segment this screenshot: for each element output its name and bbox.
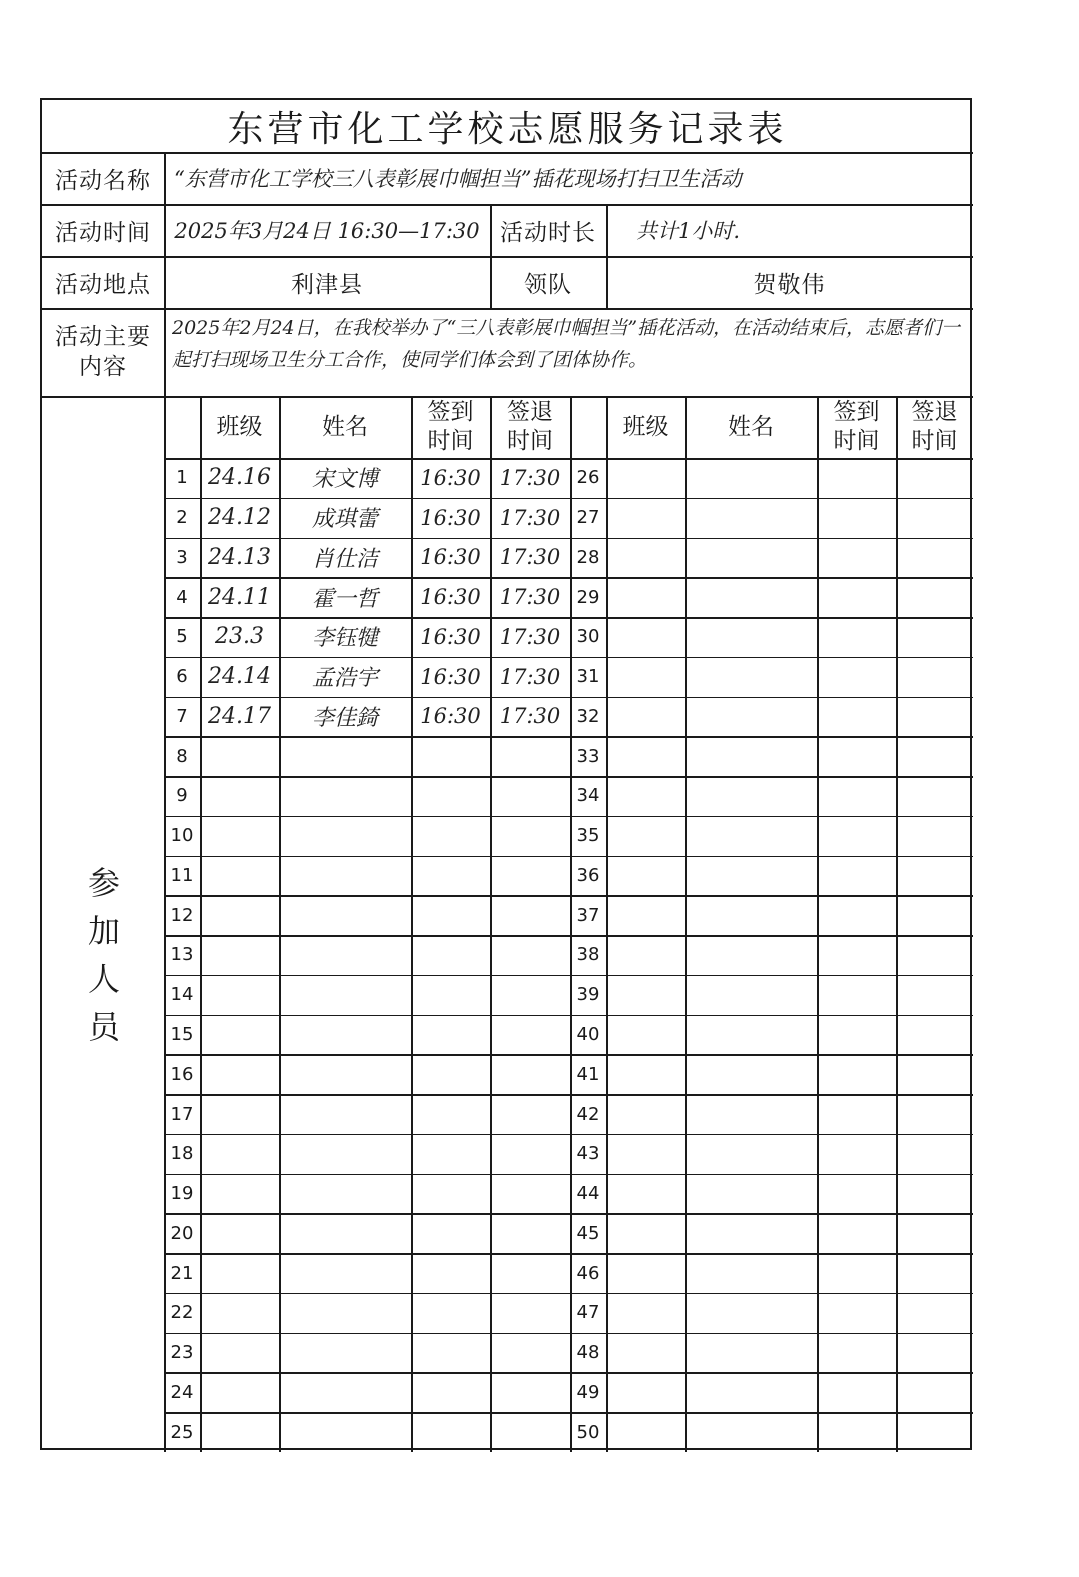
cell-sign-out: 17:30 [499,505,561,530]
cell-sign-in: 16:30 [420,624,481,649]
cell-class: 23.3 [215,624,264,650]
row-number: 2 [176,507,188,529]
row-number: 16 [170,1063,194,1085]
table-row-divider [164,1015,973,1017]
row-number: 19 [170,1183,194,1205]
header-sign-out: 签退时间 [507,399,553,454]
cell-name: 成琪蕾 [311,507,378,533]
row-number: 18 [170,1143,194,1165]
value-activity-location: 利津县 [291,271,363,298]
cell-class: 24.12 [208,505,271,531]
cell-sign-out: 17:30 [499,545,561,570]
table-row-divider [164,1253,973,1255]
cell-sign-out: 17:30 [499,624,561,649]
row-number: 20 [170,1222,194,1244]
row-number: 47 [576,1302,600,1324]
row-number: 25 [170,1421,194,1443]
row-number: 49 [576,1381,600,1403]
table-row-divider [164,1412,973,1414]
label-team-leader: 领队 [524,271,572,298]
row-number: 34 [576,785,600,807]
cell-sign-out: 17:30 [499,585,561,610]
row-number: 6 [176,666,188,688]
row-number: 27 [576,507,600,529]
table-row-divider [164,856,973,858]
row-number: 4 [176,586,188,608]
label-activity-name: 活动名称 [55,167,151,194]
row-number: 12 [170,904,194,926]
row-number: 13 [170,944,194,966]
row-number: 24 [170,1381,194,1403]
cell-name: 孟浩宇 [311,666,378,692]
participants-label: 参加人员 [87,864,120,1046]
row-number: 22 [170,1302,194,1324]
header-name-right: 姓名 [728,413,774,440]
value-activity-duration: 共计1小时. [636,219,741,243]
row-number: 10 [170,825,194,847]
cell-class: 24.11 [208,584,271,610]
cell-sign-in: 16:30 [420,704,481,729]
row-number: 45 [576,1222,600,1244]
cell-class: 24.13 [208,544,271,570]
row-number: 15 [170,1024,194,1045]
value-activity-name: “东营市化工学校三八表彰展巾帼担当”插花现场打扫卫生活动 [174,167,742,191]
cell-sign-in: 16:30 [420,664,481,689]
row-number: 48 [576,1342,600,1364]
row-number: 42 [576,1103,600,1125]
table-row-divider [164,1372,973,1374]
cell-class: 24.14 [208,664,271,690]
header-sign-out-right: 签退时间 [911,399,958,454]
row-number: 26 [576,467,600,489]
row-number: 29 [576,586,600,608]
table-row-divider [164,776,973,778]
label-activity-time: 活动时间 [55,219,151,246]
row-number: 8 [176,745,188,767]
table-row-divider [164,1213,973,1215]
row-number: 37 [576,904,600,926]
table-row-divider [164,1174,973,1176]
cell-sign-out: 17:30 [499,704,561,729]
row-number: 3 [176,546,188,568]
row-number: 1 [176,467,188,489]
value-activity-time: 2025年3月24日 16:30—17:30 [174,219,480,243]
header-class: 班级 [216,413,263,440]
cell-name: 霍一哲 [311,586,378,612]
row-number: 35 [576,825,600,847]
header-name: 姓名 [322,413,368,440]
row-number: 11 [170,864,194,886]
table-row-divider [164,1054,973,1056]
cell-sign-in: 16:30 [420,505,481,530]
row-number: 36 [576,864,600,886]
row-number: 46 [576,1262,600,1284]
cell-name: 肖仕洁 [311,546,378,572]
table-row-divider [164,1134,973,1136]
label-activity-duration: 活动时长 [500,219,596,246]
form-title: 东营市化工学校志愿服务记录表 [227,108,788,150]
cell-class: 24.17 [208,703,271,729]
table-row-divider [164,1293,973,1295]
row-number: 33 [576,745,600,767]
cell-name: 李佳錡 [311,705,378,731]
table-row-divider [164,1333,973,1335]
row-number: 50 [576,1421,600,1443]
row-number: 43 [576,1143,600,1165]
row-number: 32 [576,705,600,727]
table-row-divider [164,1094,973,1096]
cell-sign-in: 16:30 [420,545,481,570]
cell-class: 24.16 [208,465,271,491]
table-row-divider [164,736,973,738]
row-number: 23 [170,1342,194,1364]
row-number: 39 [576,984,600,1006]
table-row-divider [164,816,973,818]
row-number: 38 [576,944,600,966]
label-activity-location: 活动地点 [55,271,151,298]
header-class-right: 班级 [622,413,669,440]
label-main-content: 活动主要内容 [55,324,151,380]
row-number: 41 [576,1063,600,1085]
row-number: 40 [576,1024,600,1045]
row-number: 21 [170,1262,194,1284]
header-sign-in-right: 签到时间 [833,399,880,454]
row-number: 5 [176,626,188,648]
row-number: 31 [576,666,600,688]
row-number: 14 [170,984,194,1006]
row-number: 7 [176,705,188,727]
cell-name: 李钰犍 [311,626,378,652]
table-row-divider [164,935,973,937]
row-number: 17 [170,1103,194,1125]
value-team-leader: 贺敬伟 [753,271,826,298]
cell-sign-out: 17:30 [499,664,561,689]
table-row-divider [164,895,973,897]
cell-sign-in: 16:30 [420,585,481,610]
record-form [40,98,972,1450]
cell-name: 宋文博 [311,467,378,493]
row-number: 44 [576,1183,600,1205]
header-sign-in: 签到时间 [427,399,474,454]
value-main-content: 2025年2月24日，在我校举办了“三八表彰展巾帼担当”插花活动，在活动结束后，志愿者们一起打扫现场卫生分工合作，使同学们体会到了团体协作。 [172,317,961,371]
cell-sign-in: 16:30 [420,465,481,490]
cell-sign-out: 17:30 [499,465,561,490]
row-number: 30 [576,626,600,648]
table-row-divider [164,975,973,977]
row-number: 9 [176,785,188,807]
row-number: 28 [576,546,600,568]
